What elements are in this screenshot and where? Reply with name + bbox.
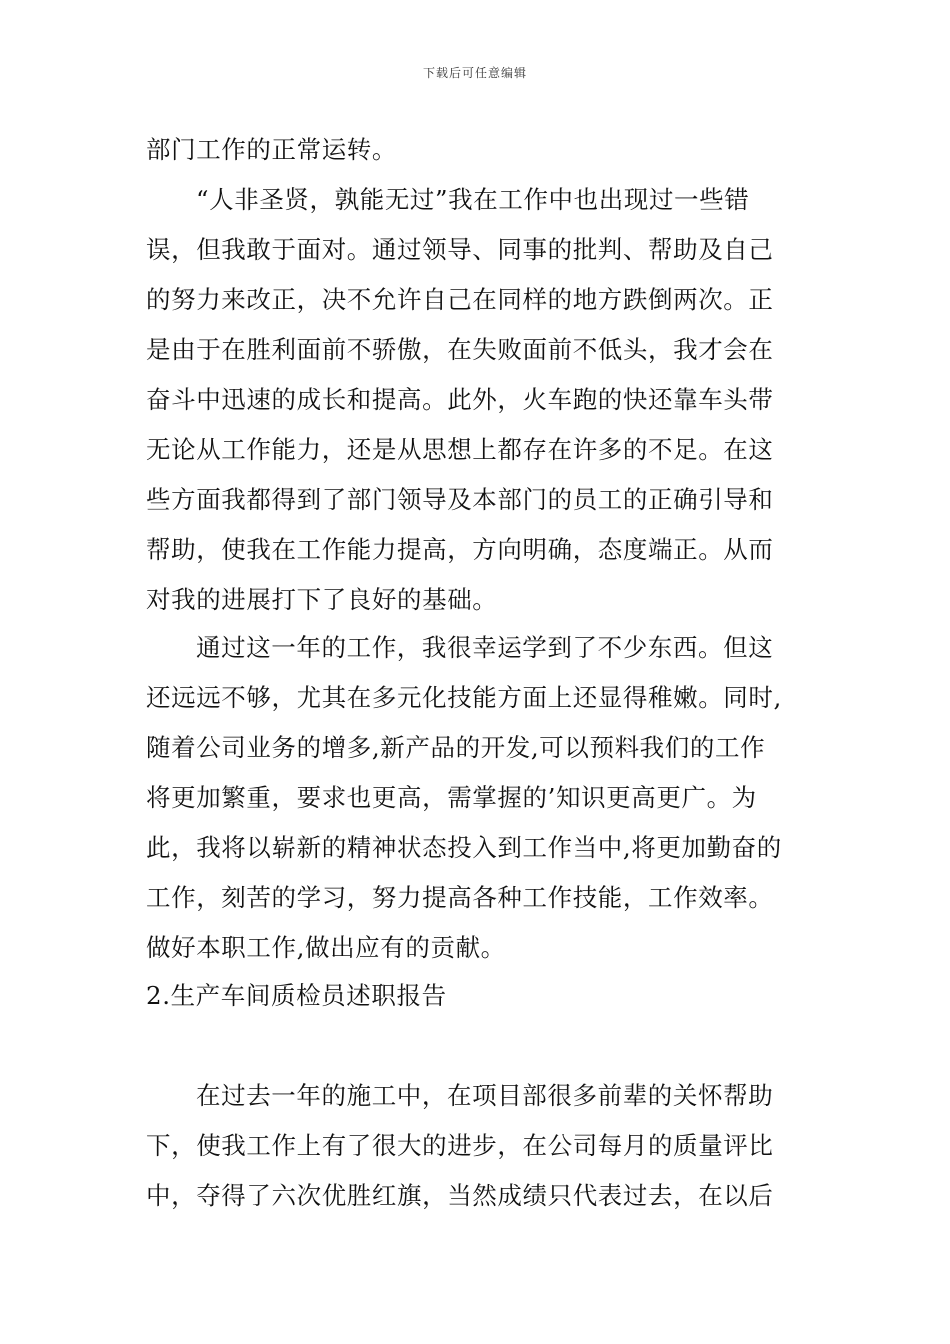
text-line: 此，我将以崭新的精神状态投入到工作当中,将更加勤奋的	[146, 833, 782, 862]
download-note: 下载后可任意编辑	[422, 66, 527, 80]
paragraph-start-line: “人非圣贤，孰能无过”我在工作中也出现过一些错	[196, 185, 750, 214]
text-line: 下，使我工作上有了很大的进步，在公司每月的质量评比	[146, 1131, 774, 1160]
text-line: 帮助，使我在工作能力提高，方向明确，态度端正。从而	[146, 535, 774, 564]
text-line: 些方面我都得到了部门领导及本部门的员工的正确引导和	[146, 485, 774, 514]
text-line: 奋斗中迅速的成长和提高。此外，火车跑的快还靠车头带	[146, 385, 774, 414]
text-line: 误，但我敢于面对。通过领导、同事的批判、帮助及自己	[146, 235, 774, 264]
paragraph-start-line: 通过这一年的工作，我很幸运学到了不少东西。但这	[196, 633, 774, 662]
text-line: 工作，刻苦的学习，努力提高各种工作技能，工作效率。	[146, 883, 774, 912]
text-line: 部门工作的正常运转。	[146, 135, 397, 164]
text-line: 做好本职工作,做出应有的贡献。	[146, 933, 506, 962]
text-line: 无论从工作能力，还是从思想上都存在许多的不足。在这	[146, 435, 774, 464]
text-line: 是由于在胜利面前不骄傲，在失败面前不低头，我才会在	[146, 335, 774, 364]
text-line: 还远远不够，尤其在多元化技能方面上还显得稚嫩。同时,	[146, 683, 782, 712]
text-line: 将更加繁重，要求也更高，需掌握的’知识更高更广。为	[146, 783, 757, 812]
section-heading: 2.生产车间质检员述职报告	[146, 981, 447, 1010]
text-line: 对我的进展打下了良好的基础。	[146, 585, 498, 614]
paragraph-start-line: 在过去一年的施工中，在项目部很多前辈的关怀帮助	[196, 1081, 774, 1110]
text-line: 随着公司业务的增多,新产品的开发,可以预料我们的工作	[146, 733, 766, 762]
text-line: 的努力来改正，决不允许自己在同样的地方跌倒两次。正	[146, 285, 774, 314]
text-line: 中，夺得了六次优胜红旗，当然成绩只代表过去，在以后	[146, 1181, 774, 1210]
